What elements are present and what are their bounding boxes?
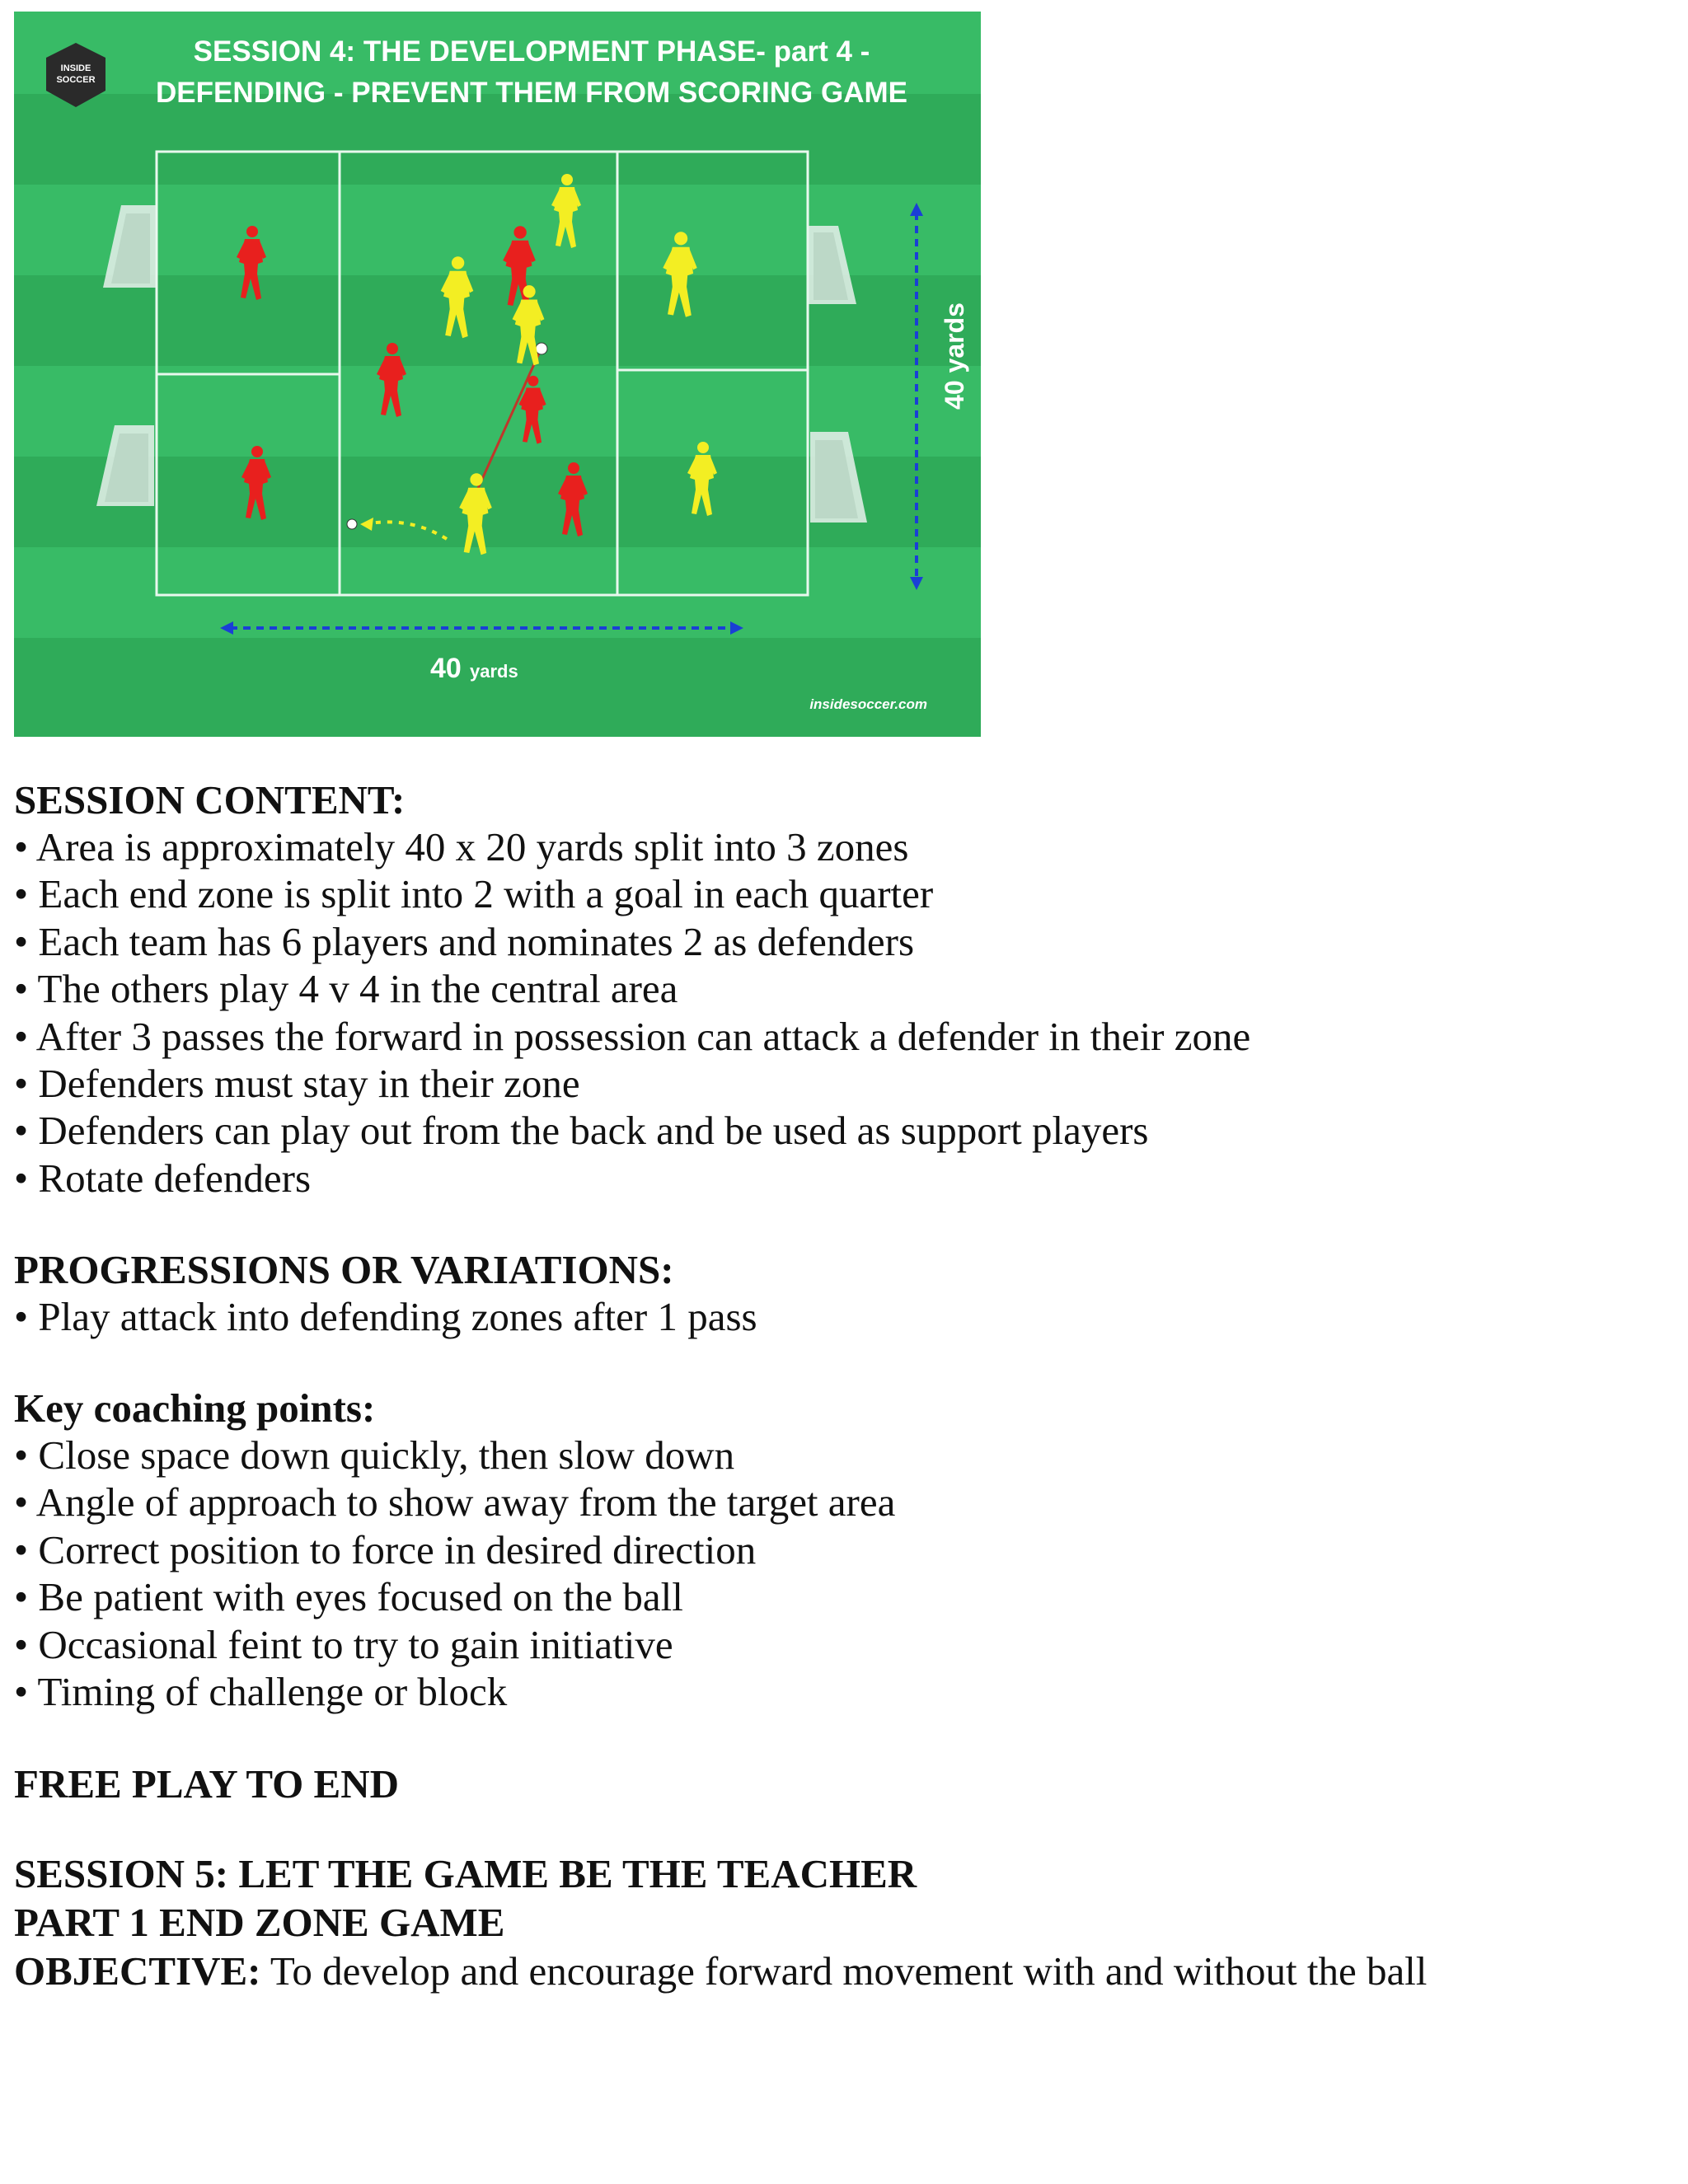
list-item: • Play attack into defending zones after 1 pass <box>14 1294 757 1339</box>
width-label-number: 40 <box>430 653 462 684</box>
diagram-title-line1: SESSION 4: THE DEVELOPMENT PHASE- part 4 - <box>193 35 870 68</box>
list-item: • Rotate defenders <box>14 1155 312 1201</box>
objective-text: To develop and encourage forward movement with and without the ball <box>260 1948 1428 1994</box>
free-play-heading: FREE PLAY TO END <box>14 1761 399 1807</box>
list-item: • Occasional feint to try to gain initiative <box>14 1621 673 1667</box>
list-item: • After 3 passes the forward in possession can attack a defender in their zone <box>14 1013 1251 1059</box>
width-label-unit: yards <box>470 661 518 682</box>
progressions-heading: PROGRESSIONS OR VARIATIONS: <box>14 1247 674 1292</box>
session5-objective <box>14 1947 1427 1994</box>
list-item: • Defenders can play out from the back and be used as support players <box>14 1108 1149 1154</box>
session-diagram <box>14 12 981 737</box>
list-item: • Each end zone is split into 2 with a goal in each quarter <box>14 871 934 917</box>
list-item: • Timing of challenge or block <box>14 1668 508 1714</box>
coaching-list <box>14 1432 895 1715</box>
diagram-title-line2: DEFENDING - PREVENT THEM FROM SCORING GAME <box>156 77 907 109</box>
session-content-list <box>14 823 1250 1202</box>
watermark: insidesoccer.com <box>809 696 927 712</box>
session-content-heading: SESSION CONTENT: <box>14 777 406 823</box>
list-item: • The others play 4 v 4 in the central area <box>14 966 678 1012</box>
coaching-heading: Key coaching points: <box>14 1385 376 1431</box>
objective-label: OBJECTIVE: <box>14 1948 261 1994</box>
progressions-list <box>14 1293 757 1340</box>
list-item: • Close space down quickly, then slow down <box>14 1432 735 1478</box>
list-item: • Be patient with eyes focused on the ball <box>14 1574 683 1620</box>
height-label: 40 yards <box>940 302 969 410</box>
svg-text:SOCCER: SOCCER <box>56 75 96 85</box>
list-item: • Correct position to force in desired direction <box>14 1526 757 1572</box>
ball <box>347 519 357 529</box>
svg-text:INSIDE: INSIDE <box>60 63 91 73</box>
list-item: • Defenders must stay in their zone <box>14 1060 580 1106</box>
list-item: • Angle of approach to show away from the target area <box>14 1479 896 1526</box>
list-item: • Area is approximately 40 x 20 yards split into 3 zones <box>14 824 909 869</box>
session5-part: PART 1 END ZONE GAME <box>14 1900 505 1945</box>
session5-title: SESSION 5: LET THE GAME BE THE TEACHER <box>14 1851 917 1896</box>
ball <box>536 343 547 354</box>
list-item: • Each team has 6 players and nominates 2 as defenders <box>14 918 915 964</box>
